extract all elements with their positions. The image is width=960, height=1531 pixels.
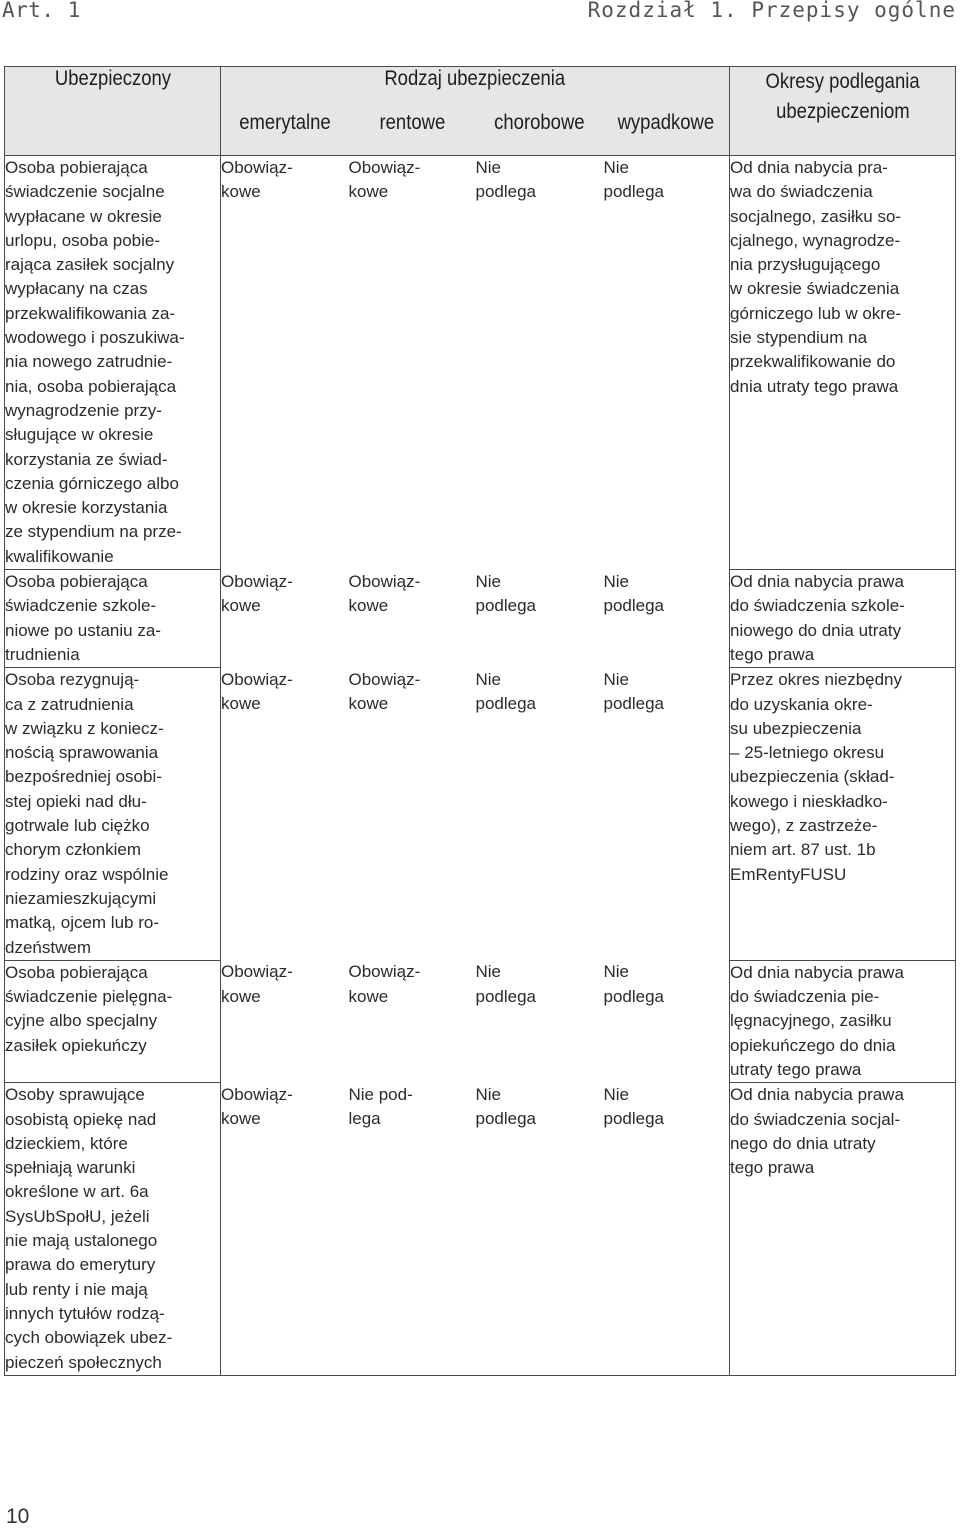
cell-text-line: lega	[348, 1109, 381, 1129]
cell-text-line: wego), z zastrzeże-	[730, 816, 878, 836]
cell-text-line: Nie	[475, 1084, 502, 1104]
cell-rentowe	[349, 570, 476, 668]
cell-text-line: Osoba pobierająca	[5, 962, 148, 982]
cell-text-line: podlega	[603, 595, 665, 615]
cell-text-line: dzieckiem, które	[5, 1133, 128, 1153]
cell-text-line: kowe	[221, 694, 261, 714]
cell-text-line: prawa do emerytury	[5, 1255, 156, 1275]
cell-text-line: Obowiąz-	[348, 158, 421, 177]
cell-text-line: ze stypendium na prze-	[5, 522, 182, 542]
cell-text-line: określone w art. 6a	[5, 1182, 149, 1202]
cell-text-line: rodziny oraz wspólnie	[5, 864, 169, 884]
cell-text-line: czenia górniczego albo	[5, 473, 179, 493]
cell-text-line: Od dnia nabycia prawa	[730, 962, 904, 982]
cell-text-line: socjalnego, zasiłku so-	[730, 206, 902, 226]
cell-text-line: podlega	[603, 1109, 665, 1129]
cell-text-line: cych obowiązek ubez-	[5, 1328, 173, 1348]
cell-text-line: Obowiąz-	[348, 571, 421, 591]
cell-text-line: chorym członkiem	[5, 840, 142, 860]
table-body	[5, 156, 956, 1376]
cell-chorobowe	[476, 156, 604, 570]
cell-text-line: kowe	[221, 986, 261, 1006]
cell-text-line: Obowiąz-	[348, 669, 421, 689]
cell-text-line: podlega	[603, 182, 665, 202]
cell-text-line: Od dnia nabycia pra-	[730, 158, 888, 177]
cell-text-line: su ubezpieczenia	[730, 718, 862, 738]
cell-chorobowe	[476, 668, 604, 961]
cell-text-line: niowego do dnia utraty	[730, 620, 902, 640]
cell-periods	[730, 1083, 956, 1376]
table-row	[5, 960, 956, 1082]
cell-text-line: ubezpieczenia (skład-	[730, 767, 895, 787]
cell-text-line: cyjne albo specjalny	[5, 1011, 158, 1031]
header-insured: Ubezpieczony	[5, 67, 221, 156]
cell-text-line: Obowiąz-	[221, 571, 293, 591]
cell-text-line: niowe po ustaniu za-	[5, 620, 161, 640]
cell-text-line: wypłacany na czas	[5, 279, 148, 299]
cell-text-line: Osoba pobierająca	[5, 158, 148, 177]
cell-insured	[5, 668, 221, 961]
cell-text-line: podlega	[603, 986, 665, 1006]
cell-text-line: Nie	[603, 1084, 630, 1104]
cell-text-line: Od dnia nabycia prawa	[730, 572, 904, 592]
cell-text-line: kowe	[221, 1109, 261, 1129]
cell-text-line: podlega	[603, 694, 665, 714]
cell-text-line: Obowiąz-	[221, 158, 293, 177]
header-insurance-type: Rodzaj ubezpieczenia	[221, 67, 730, 112]
article-label: Art. 1	[2, 0, 81, 22]
cell-text-line: podlega	[475, 1109, 537, 1129]
cell-text-line: kwalifikowanie	[5, 546, 114, 566]
cell-text-line: Nie	[603, 158, 630, 177]
cell-text-line: nia przysługującego	[730, 255, 881, 275]
cell-text-line: Przez okres niezbędny	[730, 670, 903, 690]
cell-emerytalne	[221, 668, 349, 961]
cell-text-line: rająca zasiłek socjalny	[5, 255, 175, 275]
cell-rentowe	[349, 960, 476, 1082]
cell-text-line: do świadczenia szkole-	[730, 596, 905, 616]
cell-text-line: podlega	[475, 694, 537, 714]
cell-text-line: Nie	[475, 571, 502, 591]
cell-text-line: Osoba rezygnują-	[5, 670, 140, 690]
table-header	[5, 67, 956, 156]
cell-text-line: w okresie korzystania	[5, 498, 168, 518]
cell-text-line: zasiłek opiekuńczy	[5, 1035, 147, 1055]
cell-periods	[730, 668, 956, 961]
table-row	[5, 570, 956, 668]
cell-text-line: w okresie świadczenia	[730, 279, 900, 299]
header-chorobowe: chorobowe	[476, 111, 604, 156]
cell-rentowe	[349, 668, 476, 961]
cell-wypadkowe	[604, 156, 730, 570]
cell-text-line: Obowiąz-	[221, 1084, 293, 1104]
cell-text-line: cjalnego, wynagrodze-	[730, 230, 901, 250]
cell-text-line: świadczenie szkole-	[5, 596, 157, 616]
cell-text-line: wynagrodzenie przy-	[5, 400, 162, 420]
cell-text-line: tego prawa	[730, 1158, 815, 1178]
cell-text-line: podlega	[475, 986, 537, 1006]
cell-text-line: lub renty i nie mają	[5, 1279, 148, 1299]
cell-text-line: ca z zatrudnienia	[5, 694, 134, 714]
cell-text-line: Obowiąz-	[348, 962, 421, 982]
cell-text-line: korzystania ze świad-	[5, 449, 168, 469]
cell-text-line: podlega	[475, 595, 537, 615]
cell-text-line: nością sprawowania	[5, 743, 159, 763]
cell-text-line: nia nowego zatrudnie-	[5, 352, 173, 372]
cell-chorobowe	[476, 1083, 604, 1376]
cell-text-line: nego do dnia utraty	[730, 1133, 876, 1153]
cell-text-line: świadczenie socjalne	[5, 182, 165, 202]
cell-text-line: tego prawa	[730, 644, 815, 664]
cell-text-line: kowe	[348, 986, 389, 1006]
cell-text-line: SysUbSpołU, jeżeli	[5, 1206, 150, 1226]
cell-text-line: EmRentyFUSU	[730, 864, 847, 884]
chapter-title: Rozdział 1. Przepisy ogólne	[587, 0, 956, 22]
cell-periods	[730, 156, 956, 570]
cell-text-line: Obowiąz-	[221, 962, 293, 982]
cell-text-line: dnia utraty tego prawa	[730, 376, 899, 396]
cell-text-line: gotrwale lub ciężko	[5, 816, 150, 836]
cell-text-line: utraty tego prawa	[730, 1059, 862, 1079]
cell-text-line: bezpośredniej osobi-	[5, 767, 162, 787]
cell-emerytalne	[221, 960, 349, 1082]
header-periods: Okresy podlegania ubezpieczeniom	[730, 67, 956, 156]
cell-insured	[5, 570, 221, 668]
cell-text-line: wa do świadczenia	[730, 182, 873, 202]
cell-rentowe	[349, 156, 476, 570]
header-emerytalne: emerytalne	[221, 111, 349, 156]
insurance-table	[4, 66, 956, 1376]
cell-text-line: spełniają warunki	[5, 1158, 136, 1178]
cell-text-line: kowe	[348, 595, 389, 615]
cell-text-line: do świadczenia pie-	[730, 987, 880, 1007]
cell-text-line: sie stypendium na	[730, 328, 868, 348]
cell-text-line: Osoby sprawujące	[5, 1085, 145, 1105]
cell-text-line: innych tytułów rodzą-	[5, 1303, 165, 1323]
cell-text-line: w związku z koniecz-	[5, 718, 164, 738]
cell-text-line: wodowego i poszukiwa-	[5, 328, 185, 348]
cell-text-line: górniczego lub w okre-	[730, 303, 902, 323]
cell-text-line: Nie pod-	[348, 1084, 413, 1104]
page-number: 10	[6, 1505, 30, 1528]
cell-text-line: kowe	[348, 694, 389, 714]
cell-text-line: przekwalifikowanie do	[730, 352, 896, 372]
table-row	[5, 668, 956, 961]
cell-text-line: Nie	[475, 669, 502, 689]
cell-insured	[5, 156, 221, 570]
cell-chorobowe	[476, 960, 604, 1082]
cell-text-line: nia, osoba pobierająca	[5, 376, 177, 396]
cell-text-line: nie mają ustalonego	[5, 1231, 158, 1251]
cell-text-line: Nie	[603, 962, 630, 982]
cell-text-line: Nie	[475, 158, 502, 177]
cell-wypadkowe	[604, 668, 730, 961]
cell-emerytalne	[221, 156, 349, 570]
cell-text-line: świadczenie pielęgna-	[5, 987, 173, 1007]
cell-text-line: opiekuńczego do dnia	[730, 1035, 896, 1055]
cell-periods	[730, 570, 956, 668]
cell-text-line: kowe	[221, 182, 261, 202]
cell-insured	[5, 960, 221, 1082]
cell-text-line: pieczeń społecznych	[5, 1352, 162, 1372]
cell-text-line: kowe	[221, 595, 261, 615]
cell-text-line: Nie	[603, 571, 630, 591]
cell-text-line: Nie	[475, 962, 502, 982]
cell-text-line: wypłacane w okresie	[5, 206, 162, 226]
running-head	[0, 0, 960, 28]
cell-text-line: lęgnacyjnego, zasiłku	[730, 1011, 892, 1031]
cell-insured	[5, 1083, 221, 1376]
cell-text-line: sługujące w okresie	[5, 425, 154, 445]
cell-chorobowe	[476, 570, 604, 668]
cell-text-line: do uzyskania okre-	[730, 694, 873, 714]
cell-text-line: Obowiąz-	[221, 669, 293, 689]
header-wypadkowe: wypadkowe	[604, 111, 730, 156]
cell-text-line: trudnienia	[5, 644, 80, 664]
cell-text-line: podlega	[475, 182, 537, 202]
cell-rentowe	[349, 1083, 476, 1376]
cell-text-line: przekwalifikowania za-	[5, 303, 176, 323]
table-row	[5, 156, 956, 570]
cell-text-line: niem art. 87 ust. 1b	[730, 840, 876, 860]
cell-text-line: kowego i nieskładko-	[730, 791, 888, 811]
cell-emerytalne	[221, 1083, 349, 1376]
cell-periods	[730, 960, 956, 1082]
cell-text-line: stej opieki nad dłu-	[5, 791, 147, 811]
cell-text-line: matką, ojcem lub ro-	[5, 913, 159, 933]
cell-text-line: osobistą opiekę nad	[5, 1109, 157, 1129]
cell-text-line: – 25-letniego okresu	[730, 743, 885, 763]
cell-text-line: urlopu, osoba pobie-	[5, 230, 161, 250]
cell-text-line: niezamieszkującymi	[5, 888, 157, 908]
cell-text-line: Osoba pobierająca	[5, 572, 148, 592]
cell-text-line: Nie	[603, 669, 630, 689]
cell-text-line: Od dnia nabycia prawa	[730, 1085, 904, 1105]
cell-wypadkowe	[604, 960, 730, 1082]
cell-wypadkowe	[604, 1083, 730, 1376]
cell-text-line: do świadczenia socjal-	[730, 1109, 901, 1129]
header-rentowe: rentowe	[349, 111, 476, 156]
table-row	[5, 1083, 956, 1376]
cell-wypadkowe	[604, 570, 730, 668]
cell-text-line: dzeństwem	[5, 937, 91, 957]
cell-text-line: kowe	[348, 182, 389, 202]
cell-emerytalne	[221, 570, 349, 668]
